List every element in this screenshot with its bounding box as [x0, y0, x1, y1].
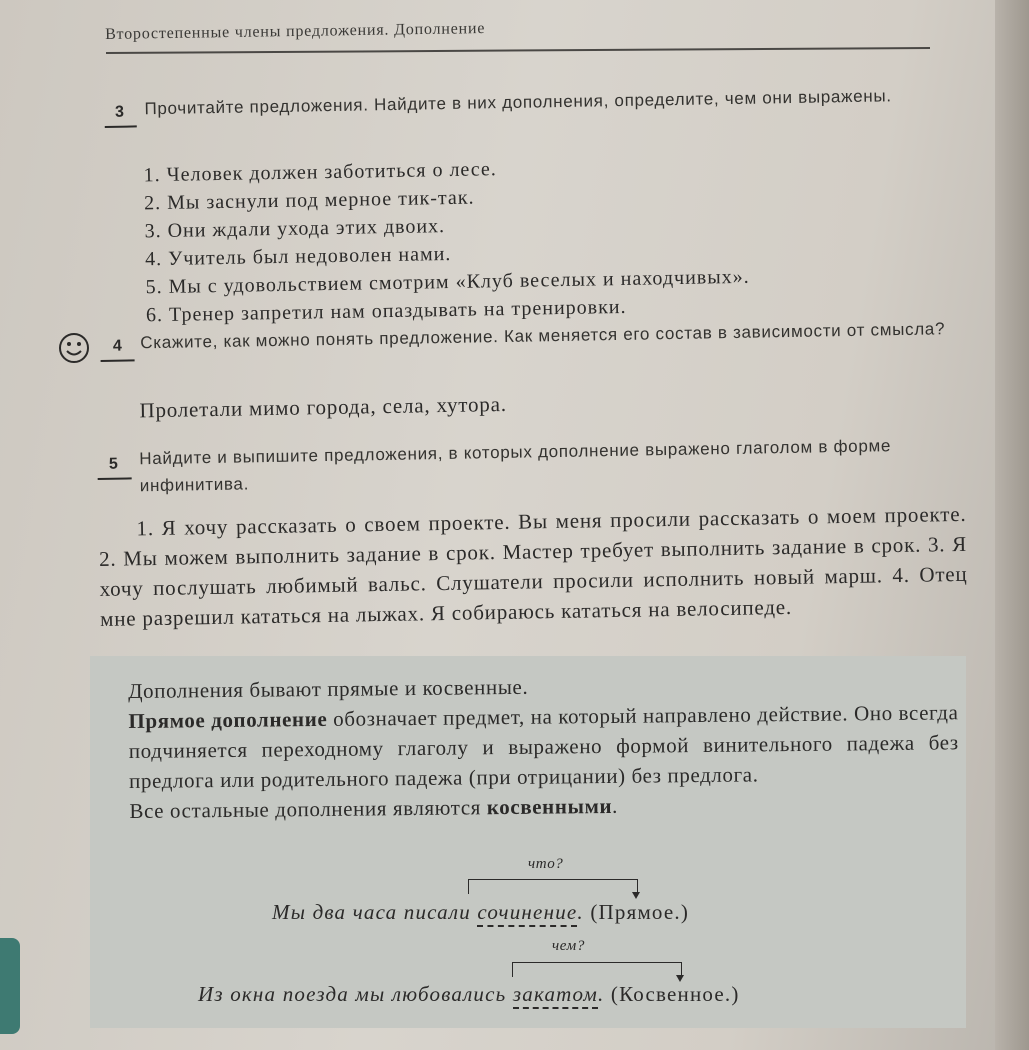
page-tab [0, 938, 20, 1034]
header-rule [106, 47, 930, 54]
list-item: 1. Человек должен заботиться о лесе. [143, 158, 498, 187]
task-5-number-line [98, 477, 132, 480]
example-2 [198, 982, 740, 1007]
rule-direct-term: Прямое дополнение [128, 706, 328, 733]
task-3-instruction: Прочитайте предложения. Найдите в них дополнения, определите, чем они выражены. [144, 86, 892, 119]
rule-indirect-prefix: Все остальные дополнения являются [129, 795, 487, 823]
section-header: Второстепенные члены предложения. Дополнение [105, 20, 486, 43]
rule-text [128, 667, 960, 826]
page-edge [995, 0, 1029, 1050]
example-1-arrow [632, 892, 640, 899]
example-2-object: закатом [513, 982, 598, 1009]
rule-indirect-term: косвенными [486, 793, 613, 820]
example-1-note: (Прямое.) [583, 900, 690, 924]
list-item: 4. Учитель был недоволен нами. [144, 242, 452, 271]
example-1-bracket [468, 879, 638, 894]
example-2-bracket [512, 962, 682, 977]
rule-intro: Дополнения бывают прямые и косвенные. [128, 674, 529, 703]
list-item: 3. Они ждали ухода этих двоих. [144, 215, 446, 243]
task-4-number-line [101, 359, 135, 362]
rule-indirect-suffix: . [611, 793, 619, 818]
task-5-number: 5 [108, 455, 119, 473]
example-2-arrow [676, 975, 684, 982]
example-1 [272, 900, 689, 925]
rule-box [90, 656, 966, 1028]
example-1-after: . [577, 900, 584, 924]
list-item: 2. Мы заснули под мерное тик-так. [143, 186, 475, 215]
list-item: 6. Тренер запретил нам опаздывать на тренировки. [145, 295, 627, 327]
example-2-note: (Косвенное.) [604, 982, 740, 1006]
example-1-verb: писали [403, 900, 471, 924]
task-3-number: 3 [114, 103, 125, 121]
list-item: 5. Мы с удовольствием смотрим «Клуб веселых и находчивых». [145, 265, 750, 299]
task-4-number: 4 [112, 337, 122, 355]
task-4-sentence: Пролетали мимо города, села, хутора. [139, 391, 507, 423]
task-4-instruction: Скажите, как можно понять предложение. Как меняется его состав в зависимости от смысла? [140, 319, 946, 353]
task-5 [97, 425, 968, 631]
task-3 [104, 68, 934, 327]
example-2-space [506, 982, 512, 1006]
task-3-list [143, 148, 926, 330]
example-1-before: Мы два часа [272, 900, 404, 924]
example-2-before: Из окна поезда мы [198, 982, 392, 1006]
example-2-verb: любовались [391, 982, 507, 1006]
rule-direct [128, 697, 959, 796]
rule-direct-text: обозначает предмет, на который направлено действие. Оно всегда подчиняется переходному глаголу и выражено формой винительного падежа без предлога или родительного падежа (при отрицании) без предлога. [128, 700, 959, 793]
smiley-icon [58, 332, 90, 364]
task-3-number-line [105, 125, 137, 128]
example-1-object: сочинение [477, 900, 577, 927]
example-2-after: . [598, 982, 605, 1006]
example-2-question: чем? [552, 938, 585, 954]
task-5-text: 1. Я хочу рассказать о своем проекте. Вы меня просили рассказать о моем проекте. 2. Мы можем выполнить задание в срок. Мастер требует выполнить задание в срок. 3. Я хочу послушать любимый вальс. Слушатели просили исполнить новый марш. 4. Отец мне разрешил кататься на лыжах. Я собираюсь кататься на велосипеде. [98, 501, 968, 631]
example-1-question: что? [528, 856, 564, 872]
task-5-instruction: Найдите и выпишите предложения, в которых дополнение выражено глаголом в форме инфинитива. [139, 436, 892, 496]
